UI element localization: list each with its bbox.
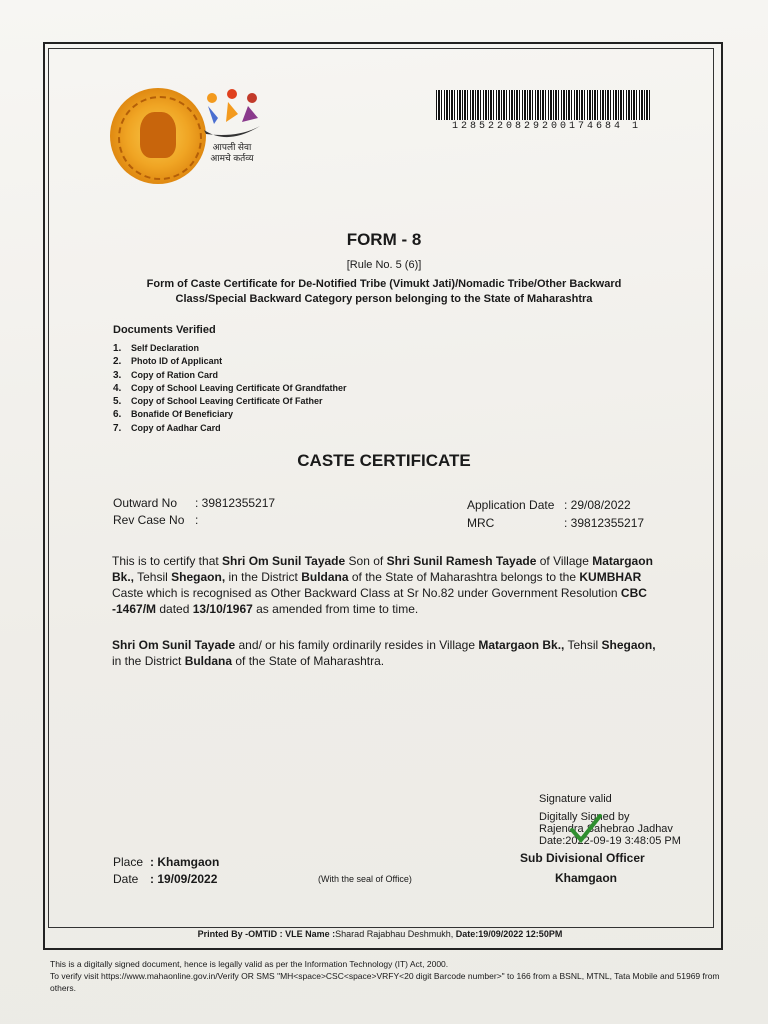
legal-note: This is a digitally signed document, hence is legally valid as per the Information Technology (IT) Act, 2000.: [50, 959, 449, 969]
printed-by-prefix: Printed By -OMTID : VLE Name :: [197, 929, 336, 939]
item-number: 3.: [113, 369, 122, 381]
office-location: Khamgaon: [555, 871, 618, 885]
signed-by-line: Digitally Signed by: [539, 811, 630, 823]
list-item: [113, 369, 347, 382]
applicant-name: Shri Om Sunil Tayade: [112, 638, 236, 652]
mrc-value: : 39812355217: [564, 516, 645, 530]
tehsil-name: Shegaon,: [601, 638, 656, 652]
text: dated: [156, 602, 193, 616]
barcode: [436, 90, 650, 120]
signer-name: Rajendra Sahebrao Jadhav: [539, 823, 673, 835]
application-date-value: : 29/08/2022: [564, 498, 631, 512]
district-name: Buldana: [301, 570, 349, 584]
village-name: Matargaon Bk.,: [478, 638, 565, 652]
signature-date: Date:2022-09-19 3:48:05 PM: [539, 835, 681, 847]
outward-no-value: : 39812355217: [195, 496, 276, 510]
seva-caption-line-2: आमचे कर्तव्य: [210, 153, 254, 163]
mrc-label: MRC: [467, 516, 495, 530]
text: as amended from time to time.: [252, 602, 419, 616]
list-item: [113, 395, 347, 408]
tehsil-name: Shegaon,: [171, 570, 226, 584]
printed-by-bar: [48, 929, 712, 939]
documents-heading: Documents Verified: [113, 324, 216, 336]
district-name: Buldana: [184, 654, 233, 668]
item-number: 1.: [113, 343, 122, 354]
item-label: Copy of Ration Card: [131, 369, 218, 380]
rev-case-value: :: [195, 513, 199, 527]
barcode-number: 1285220829200174684 1: [452, 121, 642, 132]
printed-by-name: Sharad Rajabhau Deshmukh,: [335, 929, 454, 939]
text: of the State of Maharashtra.: [232, 654, 385, 668]
text: Caste which is recognised as Other Backward Class at Sr No.82 under Government Resolution: [112, 586, 621, 600]
place-label: Place: [113, 855, 144, 869]
list-item: [113, 382, 347, 395]
rule-number: [Rule No. 5 (6)]: [346, 259, 422, 271]
item-label: Self Declaration: [131, 343, 200, 353]
item-label: Copy of School Leaving Certificate Of Father: [131, 396, 323, 407]
residence-paragraph: [112, 637, 660, 669]
seva-caption: [202, 142, 262, 164]
green-check-icon: [569, 812, 603, 846]
form-description: Form of Caste Certificate for De-Notified Tribe (Vimukt Jati)/Nomadic Tribe/Other Backward Class/Special Backward Category person belonging to the State of Maharashtra: [146, 278, 622, 305]
text: This is to certify that: [112, 554, 223, 568]
maharashtra-seal-logo: [110, 88, 206, 184]
item-number: 7.: [113, 422, 122, 434]
list-item: [113, 408, 347, 421]
text: Tehsil: [564, 638, 602, 652]
father-name: Shri Sunil Ramesh Tayade: [386, 554, 537, 568]
seva-caption-line-1: आपली सेवा: [212, 142, 252, 152]
verification-note: To verify visit https://www.mahaonline.gov.in/Verify OR SMS "MH<space>CSC<space>VRFY<20 digit Barcode number>" to 166 from a BSNL, MTNL, Tata Mobile and 51969 from others.: [50, 971, 720, 993]
text: of the State of Maharashtra belongs to the: [348, 570, 580, 584]
form-title: FORM - 8: [346, 230, 422, 249]
place-value: : Khamgaon: [150, 855, 220, 869]
text: of Village: [536, 554, 593, 568]
applicant-name: Shri Om Sunil Tayade: [222, 554, 346, 568]
list-item: [113, 422, 347, 435]
item-label: Copy of School Leaving Certificate Of Grandfather: [131, 382, 347, 393]
printed-by-date: Date:19/09/2022 12:50PM: [453, 929, 563, 939]
date-value: : 19/09/2022: [150, 872, 218, 886]
text: and/ or his family ordinarily resides in Village: [235, 638, 479, 652]
date-label: Date: [113, 872, 139, 886]
certificate-title: CASTE CERTIFICATE: [297, 451, 471, 470]
list-item: [113, 355, 347, 368]
item-number: 2.: [113, 356, 122, 368]
item-label: Photo ID of Applicant: [131, 356, 223, 367]
text: in the District: [225, 570, 302, 584]
certification-paragraph: [112, 553, 660, 617]
item-number: 5.: [113, 396, 122, 408]
text: Tehsil: [134, 570, 172, 584]
officer-title: Sub Divisional Officer: [520, 851, 645, 865]
resolution-date: 13/10/1967: [192, 602, 253, 616]
item-label: Bonafide Of Beneficiary: [131, 409, 234, 420]
documents-list: [113, 342, 347, 435]
seal-emblem: [140, 112, 176, 158]
caste-name: KUMBHAR: [579, 570, 642, 584]
rev-case-label: Rev Case No: [113, 513, 185, 527]
text: in the District: [112, 654, 185, 668]
text: Son of: [345, 554, 387, 568]
outward-no-label: Outward No: [113, 496, 178, 510]
item-label: Copy of Aadhar Card: [131, 422, 221, 433]
item-number: 4.: [113, 382, 122, 394]
item-number: 6.: [113, 409, 122, 421]
resolution-number: CBC -1467/M: [112, 586, 647, 616]
list-item: [113, 342, 347, 355]
village-name: Matargaon Bk.,: [112, 554, 653, 584]
application-date-label: Application Date: [467, 498, 555, 512]
seal-note: (With the seal of Office): [318, 874, 412, 884]
signature-valid: Signature valid: [539, 793, 612, 805]
